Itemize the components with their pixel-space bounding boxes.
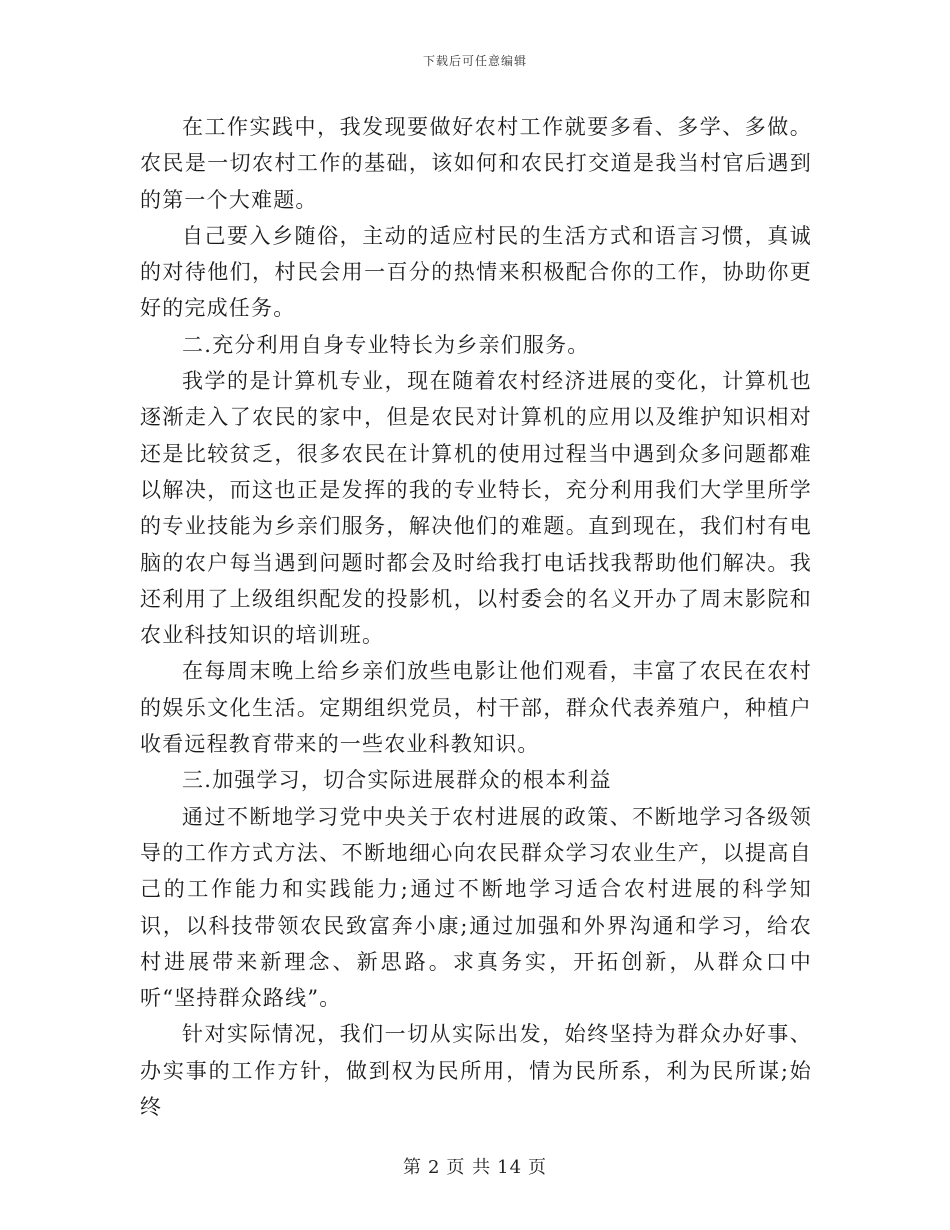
paragraph-2: 自己要入乡随俗，主动的适应村民的生活方式和语言习惯，真诚的对待他们，村民会用一百分的热情来积极配合你的工作，协助你更好的完成任务。 — [140, 223, 812, 321]
footer-total-pages: 14 — [497, 1157, 523, 1178]
paragraph-6: 针对实际情况，我们一切从实际出发，始终坚持为群众办好事、办实事的工作方针，做到权为民所用，情为民所系，利为民所谋;始终 — [140, 1022, 812, 1120]
paragraph-1: 在工作实践中，我发现要做好农村工作就要多看、多学、多做。农民是一切农村工作的基础，该如何和农民打交道是我当村官后遇到的第一个大难题。 — [140, 115, 812, 212]
footer-suffix: 页 — [528, 1157, 548, 1178]
footer-page-number: 2 — [427, 1157, 441, 1178]
paragraph-5: 通过不断地学习党中央关于农村进展的政策、不断地学习各级领导的工作方式方法、不断地细心向农民群众学习农业生产，以提高自己的工作能力和实践能力;通过不断地学习适合农村进展的科学知识，以科技带领农民致富奔小康;通过加强和外界沟通和学习，给农村进展带来新理念、新思路。求真务实，开拓创新，从群众口中听“坚持群众路线”。 — [140, 804, 812, 1011]
paragraph-3: 我学的是计算机专业，现在随着农村经济进展的变化，计算机也逐渐走入了农民的家中，但是农民对计算机的应用以及维护知识相对还是比较贫乏，很多农民在计算机的使用过程当中遇到众多问题都难以解决，而这也正是发挥的我的专业特长，充分利用我们大学里所学的专业技能为乡亲们服务，解决他们的难题。直到现在，我们村有电脑的农户每当遇到问题时都会及时给我打电话找我帮助他们解决。我还利用了上级组织配发的投影机，以村委会的名义开办了周末影院和农业科技知识的培训班。 — [140, 369, 812, 648]
paragraph-4: 在每周末晚上给乡亲们放些电影让他们观看，丰富了农民在农村的娱乐文化生活。定期组织党员，村干部，群众代表养殖户，种植户收看远程教育带来的一些农业科教知识。 — [140, 659, 812, 757]
page-header-note: 下载后可任意编辑 — [422, 54, 527, 68]
footer-prefix: 第 — [402, 1157, 422, 1178]
document-body — [140, 109, 812, 1125]
page-footer — [0, 1153, 950, 1179]
section-heading-2: 二.充分利用自身专业特长为乡亲们服务。 — [182, 332, 590, 357]
section-heading-3: 三.加强学习，切合实际进展群众的根本利益 — [182, 768, 612, 793]
footer-middle: 页 共 — [446, 1157, 492, 1178]
